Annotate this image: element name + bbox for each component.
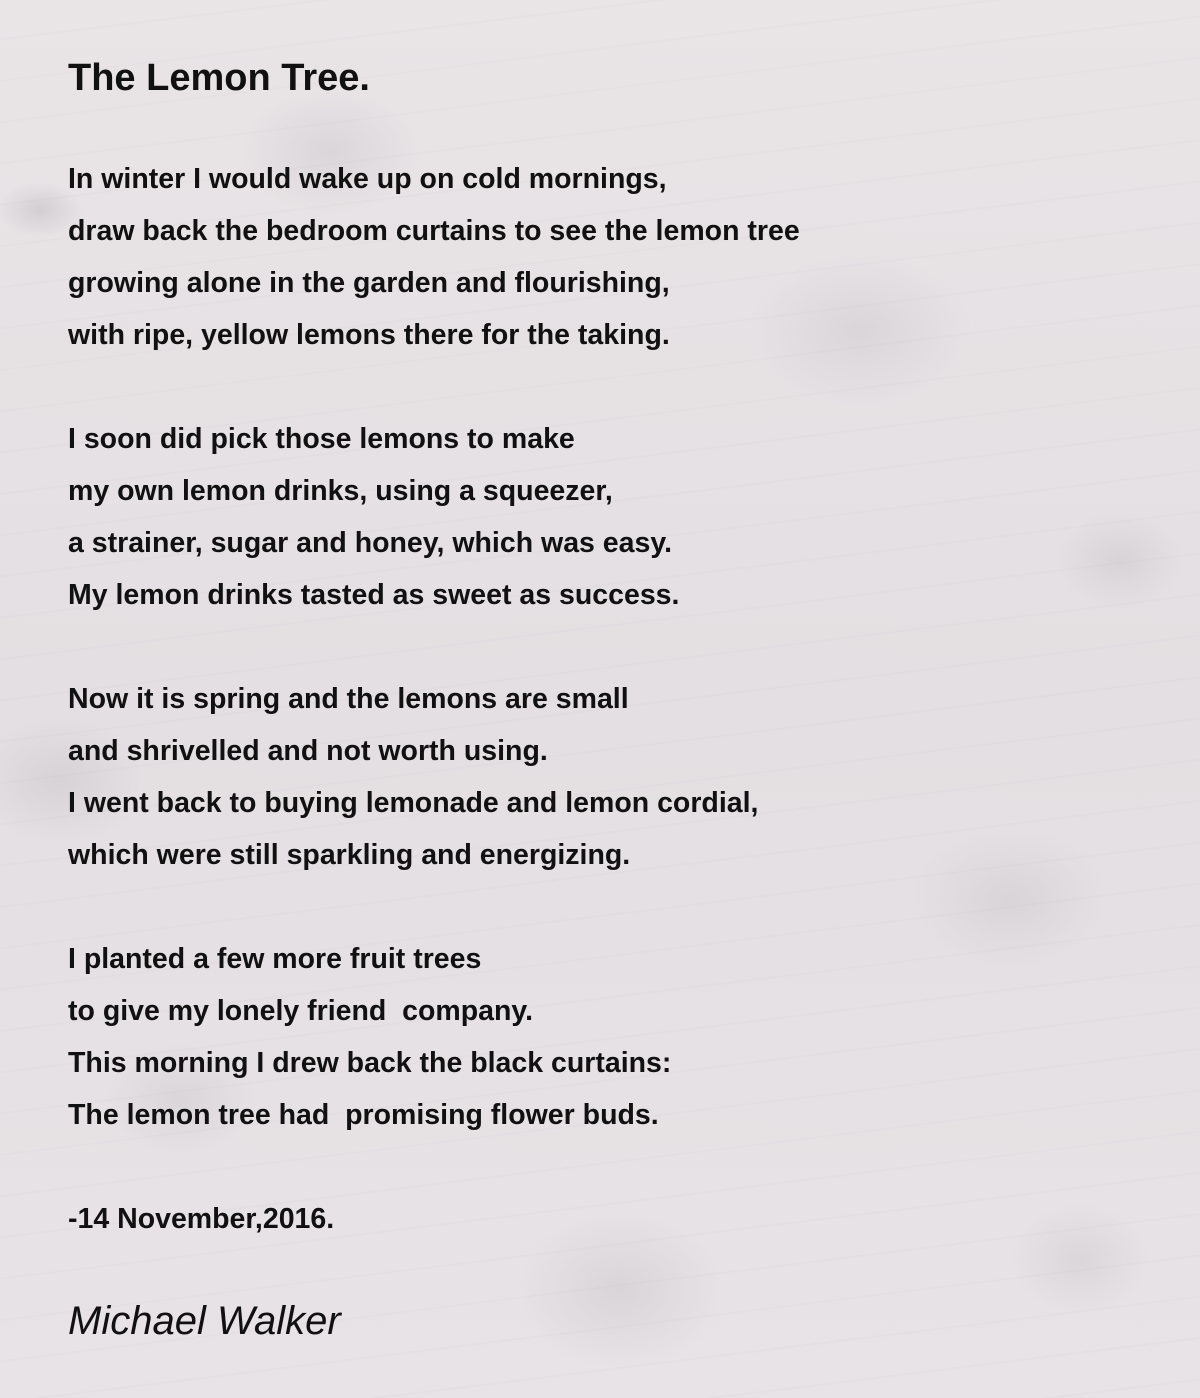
poem-line: and shrivelled and not worth using. — [68, 735, 548, 767]
poem-line: The lemon tree had promising flower buds. — [68, 1099, 659, 1131]
poem-line: In winter I would wake up on cold mornings, — [68, 163, 667, 195]
poem-line: which were still sparkling and energizing. — [68, 839, 631, 871]
poem-line: a strainer, sugar and honey, which was easy. — [68, 527, 673, 559]
poem-line: My lemon drinks tasted as sweet as success. — [68, 579, 680, 611]
poem-line: This morning I drew back the black curtains: — [68, 1047, 672, 1079]
poem-body — [68, 153, 1148, 1345]
poem-line: I soon did pick those lemons to make — [68, 423, 575, 455]
poem-title: The Lemon Tree. — [68, 57, 370, 99]
stanza-2 — [68, 413, 1148, 621]
stanza-3 — [68, 673, 1148, 881]
stanza-4 — [68, 933, 1148, 1141]
poem-line: my own lemon drinks, using a squeezer, — [68, 475, 613, 507]
poem-line: growing alone in the garden and flourishing, — [68, 267, 670, 299]
poem-line: with ripe, yellow lemons there for the taking. — [68, 319, 670, 351]
poem-line: to give my lonely friend company. — [68, 995, 534, 1027]
poem-line: I went back to buying lemonade and lemon cordial, — [68, 787, 759, 819]
poem-author: Michael Walker — [68, 1299, 341, 1343]
poem-page — [68, 54, 1148, 1345]
poem-date: -14 November,2016. — [68, 1203, 335, 1235]
poem-line: draw back the bedroom curtains to see the lemon tree — [68, 215, 800, 247]
poem-line: Now it is spring and the lemons are small — [68, 683, 629, 715]
poem-line: I planted a few more fruit trees — [68, 943, 482, 975]
stanza-1 — [68, 153, 1148, 361]
